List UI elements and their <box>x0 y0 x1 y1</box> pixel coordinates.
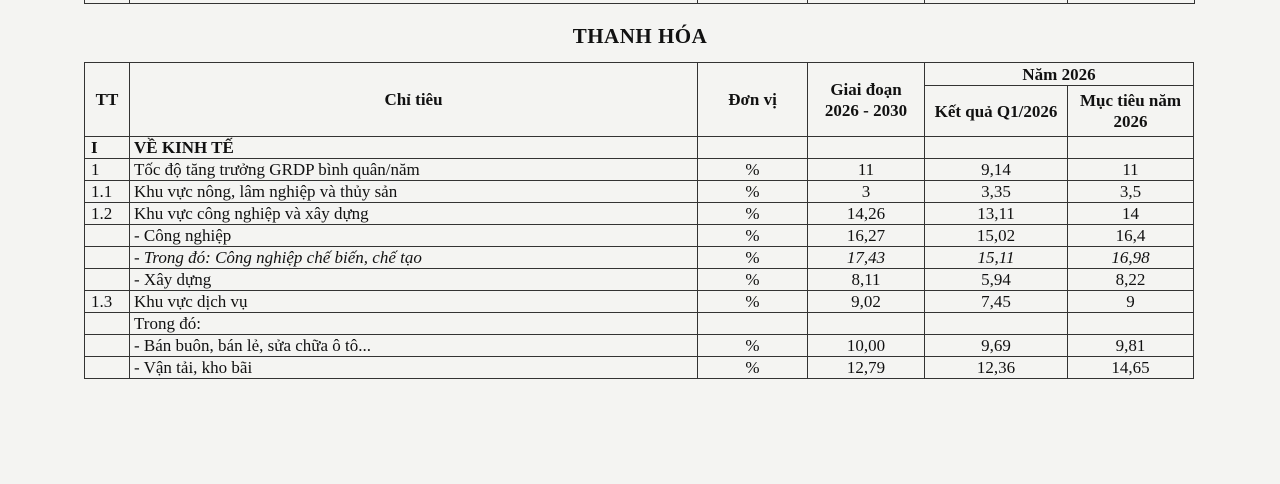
table-row <box>85 203 1194 225</box>
cell-chi-tieu: - Bán buôn, bán lẻ, sửa chữa ô tô... <box>130 335 698 357</box>
cell-muc-tieu: 16,4 <box>1068 225 1194 247</box>
cell-don-vi: % <box>698 203 808 225</box>
cell-ket-qua: 9,69 <box>925 335 1068 357</box>
cell-don-vi: % <box>698 247 808 269</box>
cell-ket-qua: 15,02 <box>925 225 1068 247</box>
cell-muc-tieu: 9,81 <box>1068 335 1194 357</box>
cell-ket-qua <box>925 313 1068 335</box>
table-row <box>85 313 1194 335</box>
header-muc-tieu: Mục tiêu năm 2026 <box>1068 86 1194 137</box>
cell-don-vi: % <box>698 269 808 291</box>
cell-giai-doan: 17,43 <box>808 247 925 269</box>
cell-don-vi: % <box>698 291 808 313</box>
cell-tt <box>85 269 130 291</box>
cell-ket-qua: 13,11 <box>925 203 1068 225</box>
table-row <box>85 291 1194 313</box>
table-row <box>85 137 1194 159</box>
table-row <box>85 335 1194 357</box>
cell-don-vi: % <box>698 159 808 181</box>
cell-chi-tieu: - Vận tải, kho bãi <box>130 357 698 379</box>
cell-ket-qua: 15,11 <box>925 247 1068 269</box>
cell-chi-tieu: Khu vực công nghiệp và xây dựng <box>130 203 698 225</box>
cell-muc-tieu: 16,98 <box>1068 247 1194 269</box>
cell-giai-doan: 3 <box>808 181 925 203</box>
header-nam-2026: Năm 2026 <box>925 63 1194 86</box>
cell-tt: 1.2 <box>85 203 130 225</box>
cell-ket-qua: 5,94 <box>925 269 1068 291</box>
cell-ket-qua: 12,36 <box>925 357 1068 379</box>
cell-giai-doan: 10,00 <box>808 335 925 357</box>
cell-giai-doan: 16,27 <box>808 225 925 247</box>
cell-tt <box>85 225 130 247</box>
cell-muc-tieu <box>1068 313 1194 335</box>
table-row <box>85 269 1194 291</box>
cell-chi-tieu: Khu vực dịch vụ <box>130 291 698 313</box>
header-tt: TT <box>85 63 130 137</box>
table-row <box>85 247 1194 269</box>
previous-table-fragment <box>84 0 1195 4</box>
indicator-table <box>84 62 1194 379</box>
cell-muc-tieu <box>1068 137 1194 159</box>
cell-giai-doan <box>808 137 925 159</box>
cell-chi-tieu: - Xây dựng <box>130 269 698 291</box>
cell-tt: 1 <box>85 159 130 181</box>
page-title: THANH HÓA <box>572 24 708 48</box>
table-row <box>85 225 1194 247</box>
cell-tt <box>85 335 130 357</box>
cell-chi-tieu: Tốc độ tăng trưởng GRDP bình quân/năm <box>130 159 698 181</box>
cell-muc-tieu: 8,22 <box>1068 269 1194 291</box>
cell-don-vi <box>698 313 808 335</box>
cell-tt <box>85 313 130 335</box>
cell-chi-tieu: Khu vực nông, lâm nghiệp và thủy sản <box>130 181 698 203</box>
cell-chi-tieu: - Công nghiệp <box>130 225 698 247</box>
cell-don-vi: % <box>698 335 808 357</box>
cell-ket-qua: 9,14 <box>925 159 1068 181</box>
cell-giai-doan: 11 <box>808 159 925 181</box>
table-row <box>85 181 1194 203</box>
cell-muc-tieu: 14 <box>1068 203 1194 225</box>
cell-tt: I <box>85 137 130 159</box>
cell-muc-tieu: 9 <box>1068 291 1194 313</box>
cell-giai-doan: 8,11 <box>808 269 925 291</box>
cell-muc-tieu: 14,65 <box>1068 357 1194 379</box>
cell-giai-doan <box>808 313 925 335</box>
cell-don-vi: % <box>698 225 808 247</box>
cell-muc-tieu: 11 <box>1068 159 1194 181</box>
cell-ket-qua: 3,35 <box>925 181 1068 203</box>
cell-muc-tieu: 3,5 <box>1068 181 1194 203</box>
cell-tt: 1.1 <box>85 181 130 203</box>
cell-giai-doan: 12,79 <box>808 357 925 379</box>
table-row <box>85 159 1194 181</box>
header-chi-tieu: Chỉ tiêu <box>130 63 698 137</box>
cell-giai-doan: 14,26 <box>808 203 925 225</box>
cell-giai-doan: 9,02 <box>808 291 925 313</box>
cell-tt: 1.3 <box>85 291 130 313</box>
header-don-vi: Đơn vị <box>698 63 808 137</box>
header-ket-qua: Kết quả Q1/2026 <box>925 86 1068 137</box>
table-row <box>85 357 1194 379</box>
cell-ket-qua: 7,45 <box>925 291 1068 313</box>
cell-chi-tieu: - Trong đó: Công nghiệp chế biến, chế tạo <box>130 247 698 269</box>
cell-don-vi: % <box>698 181 808 203</box>
cell-chi-tieu: VỀ KINH TẾ <box>130 137 698 159</box>
cell-ket-qua <box>925 137 1068 159</box>
header-giai-doan: Giai đoạn 2026 - 2030 <box>808 63 925 137</box>
cell-don-vi <box>698 137 808 159</box>
cell-chi-tieu: Trong đó: <box>130 313 698 335</box>
cell-tt <box>85 247 130 269</box>
cell-don-vi: % <box>698 357 808 379</box>
cell-tt <box>85 357 130 379</box>
